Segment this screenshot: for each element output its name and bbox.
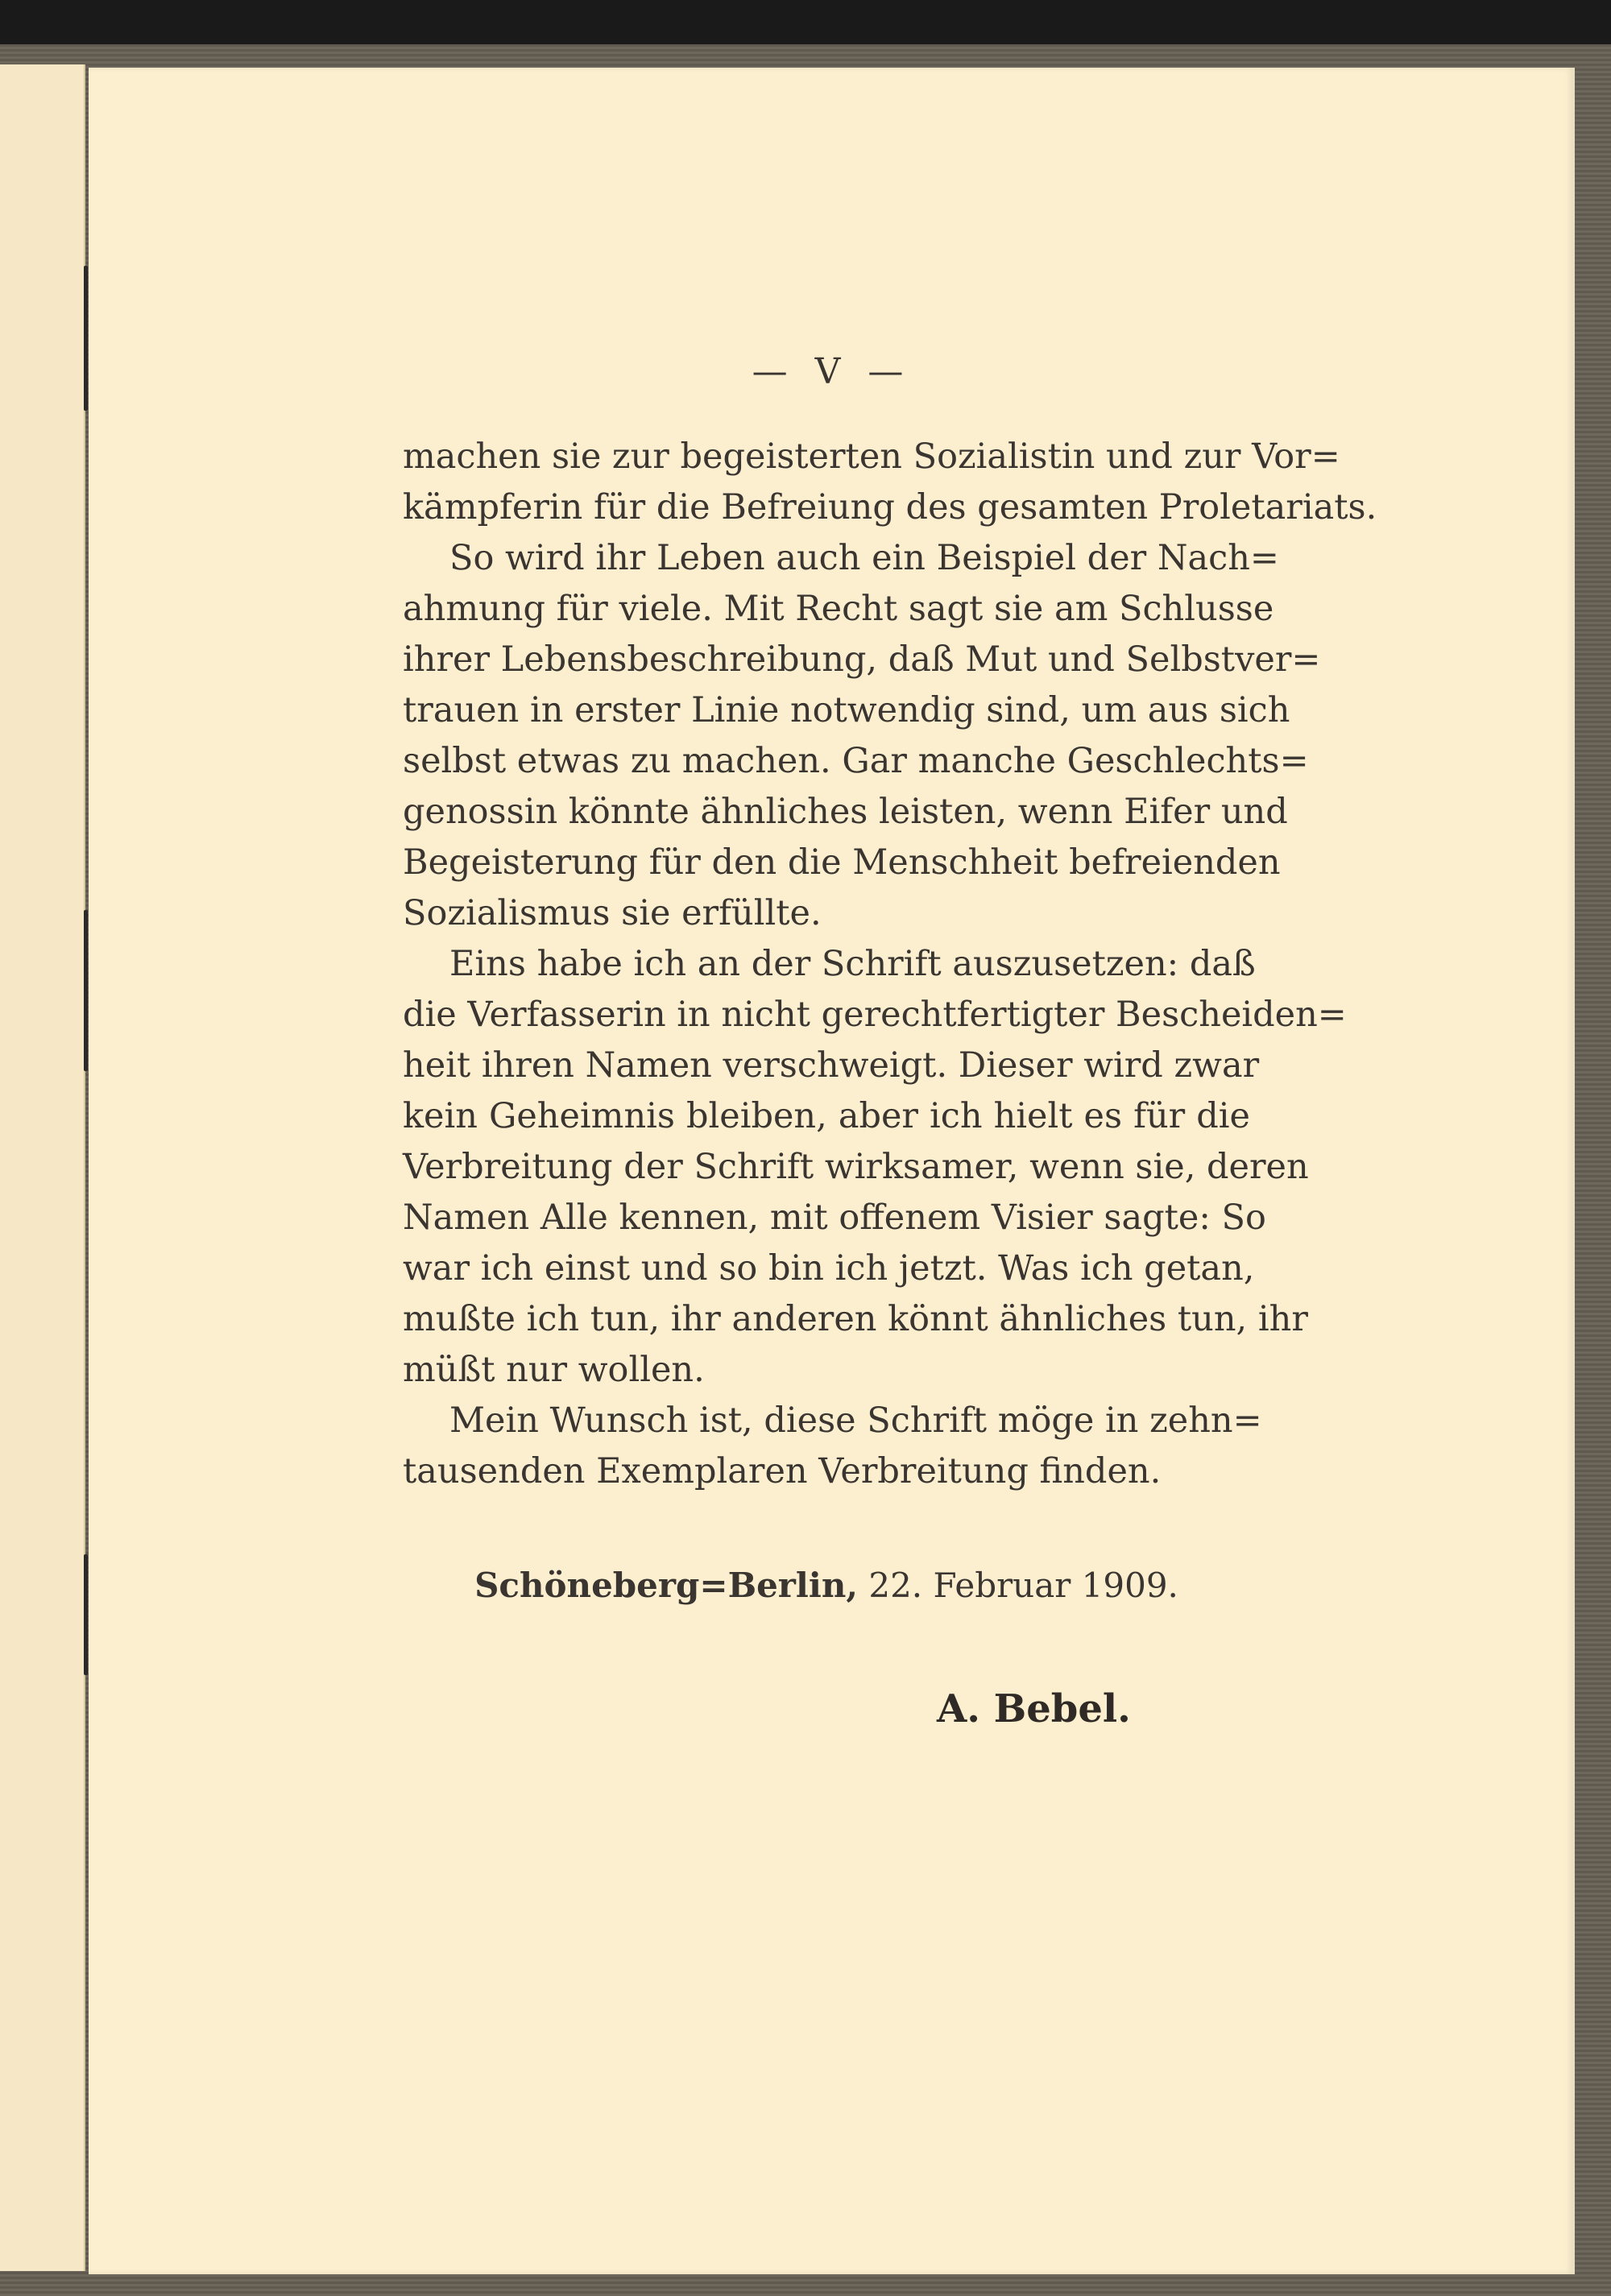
text-line: trauen in erster Linie notwendig sind, um aus sich (403, 690, 1290, 730)
text-line: So wird ihr Leben auch ein Beispiel der Nach= (449, 538, 1279, 578)
text-line: war ich einst und so bin ich jetzt. Was ich getan, (403, 1248, 1255, 1289)
text-line: heit ihren Namen verschweigt. Dieser wird zwar (403, 1045, 1260, 1086)
signature: A. Bebel. (937, 1686, 1131, 1731)
text-line: Sozialismus sie erfüllte. (403, 893, 822, 933)
text-line: kämpferin für die Befreiung des gesamten Proletariats. (403, 487, 1377, 527)
text-line: ihrer Lebensbeschreibung, daß Mut und Selbstver= (403, 639, 1321, 680)
book-page (89, 68, 1575, 2274)
place-date-line (403, 1566, 1250, 1605)
binding-thread (84, 910, 88, 1071)
text-line: mußte ich tun, ihr anderen könnt ähnliches tun, ihr (403, 1299, 1308, 1339)
text-line: Verbreitung der Schrift wirksamer, wenn sie, deren (403, 1147, 1309, 1187)
text-line: Eins habe ich an der Schrift auszusetzen: daß (449, 944, 1256, 984)
date: 22. Februar 1909. (868, 1566, 1178, 1605)
text-line: die Verfasserin in nicht gerechtfertigter Bescheiden= (403, 995, 1347, 1035)
text-line: machen sie zur begeisterten Sozialistin und zur Vor= (403, 436, 1340, 477)
text-line: Namen Alle kennen, mit offenem Visier sagte: So (403, 1198, 1266, 1238)
page-number: — V — (752, 351, 912, 392)
place: Schöneberg=Berlin, (474, 1566, 858, 1605)
text-line: selbst etwas zu machen. Gar manche Geschlechts= (403, 741, 1309, 781)
binding-thread (84, 266, 88, 411)
text-line: Begeisterung für den die Menschheit befreienden (403, 842, 1281, 883)
text-line: Mein Wunsch ist, diese Schrift möge in zehn= (449, 1400, 1262, 1441)
text-line: ahmung für viele. Mit Recht sagt sie am Schlusse (403, 589, 1274, 629)
text-line: müßt nur wollen. (403, 1350, 705, 1390)
text-line: genossin könnte ähnliches leisten, wenn Eifer und (403, 792, 1288, 832)
body-text (403, 432, 1377, 1497)
facing-page-edge (0, 64, 85, 2271)
binding-thread (84, 1554, 88, 1675)
text-line: kein Geheimnis bleiben, aber ich hielt es für die (403, 1096, 1250, 1136)
text-line: tausenden Exemplaren Verbreitung finden. (403, 1451, 1162, 1491)
